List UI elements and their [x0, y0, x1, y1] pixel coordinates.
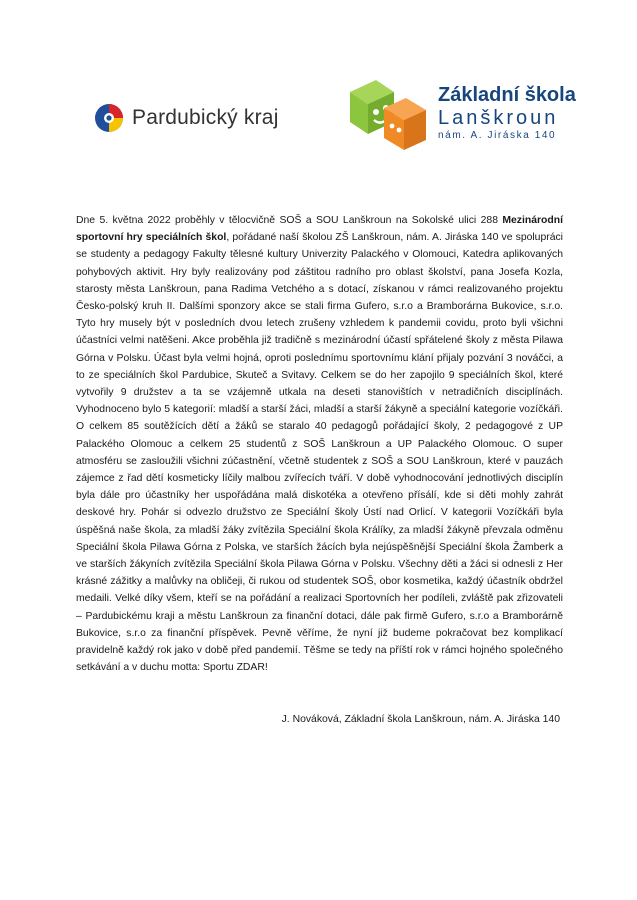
pardubicky-kraj-emblem-icon	[94, 103, 124, 133]
signature: J. Nováková, Základní škola Lanškroun, nám. A. Jiráska 140	[281, 714, 560, 725]
zs-logo-line2: Lanškroun	[438, 107, 559, 129]
pardubicky-kraj-logo-text: Pardubický kraj	[132, 106, 279, 129]
article-intro: Dne 5. května 2022 proběhly v tělocvičně SOŠ a SOU Lanškroun na Sokolské ulici 288	[76, 215, 503, 226]
event-name: Mezinárodní sportovní hry speciálních škol	[76, 215, 563, 244]
school-cubes-icon	[346, 74, 428, 152]
article-paragraph	[76, 212, 563, 676]
article-body	[76, 212, 563, 676]
pardubicky-kraj-logo	[94, 103, 279, 133]
zs-logo-line1: Základní škola	[438, 84, 576, 106]
zs-lanskroun-logo	[346, 74, 576, 152]
article-text: , pořádané naší školou ZŠ Lanškroun, nám. A. Jiráska 140 ve spolupráci se studenty a pedagogy Fakulty tělesné kultury Univerzity Palackého v Olomouci, Katedra aplikovaných pohybových aktivit. Hry byly realizovány pod záštitou radního pro oblast školství, pana Josefa Kozla, starosty města Lanškroun, pana Radima Vetchého a s dotací, získanou v rámci realizovaného projektu Česko-polský kruh II. Dalšími sponzory akce se stali firma Gufero, s.r.o a Bramborárna Bukovice, s.r.o. Tyto hry musely být v posledních dvou letech zrušeny vzhledem k pandemii covidu, proto byli všichni účastníci velmi natěšeni. Akce proběhla již tradičně s mezinárodní účastí spřátelené školy z města Pilawa Górna v Polsku. Účast byla velmi hojná, oproti poslednímu sportovnímu klání přijaly pozvání 3 nováčci, a to ze speciálních škol Pardubice, Skuteč a Svitavy. Celkem se do her zapojilo 9 speciálních škol, které vytvořily 9 družstev a ta se vzájemně utkala na deseti stanovištích v netradičních disciplínách. Vyhodnoceno bylo 5 kategorií: mladší a starší žáci, mladší a starší žákyně a speciální kategorie vozíčkáři. O celkem 85 soutěžících dětí a žáků se staralo 40 pedagogů pořádající školy, 2 pedagogové z UP Palackého Olomouc a celkem 25 studentů z SOŠ Lanškroun a UP Palackého Olomouc. O super atmosféru se zasloužili všichni zúčastnění, včetně studentek z SOŠ a SOU Lanškroun, které v pauzách zájemce z řad dětí kosmeticky líčily malbou zvířecích tváří. V době vyhodnocování jednotlivých disciplín byla dále pro účastníky her uspořádána malá diskotéka a otevřeno přísálí, kde si děti mohly zahrát deskové hry. Pohár si odvezlo družstvo ze Speciální školy Ústí nad Orlicí. V kategorii Vozíčkáři byla úspěšná naše škola, za mladší žáky zvítězila Speciální škola Králíky, za mladší žákyně převzala odměnu Speciální škola Pilawa Górna z Polska, ve starších žácích byla nejúspěšnější Speciální škola Žamberk a ve starších žákyních zvítězila Speciální škola Pilawa Górna v Polsku. Všechny děti a žáci si odnesli z Her krásné zážitky a malůvky na obličeji, či rukou od studentek SOŠ, obor kosmetika, každý účastník obdržel medaili. Velké díky všem, kteří se na pořádání a realizaci Sportovních her podíleli, zvláště pak zřizovateli – Pardubickému kraji a městu Lanškroun za finanční dotaci, dále pak firmě Gufero, s.r.o a Bramborárně Bukovice, s.r.o za finanční příspěvek. Pevně věříme, že nyní již budeme pokračovat bez komplikací pravidelně každý rok jako v době před pandemií. Těšme se tedy na příští rok v rámci hojného společného setkávání a v duchu motta: Sportu ZDAR!	[76, 232, 563, 674]
zs-logo-address: nám. A. Jiráska 140	[438, 130, 557, 141]
